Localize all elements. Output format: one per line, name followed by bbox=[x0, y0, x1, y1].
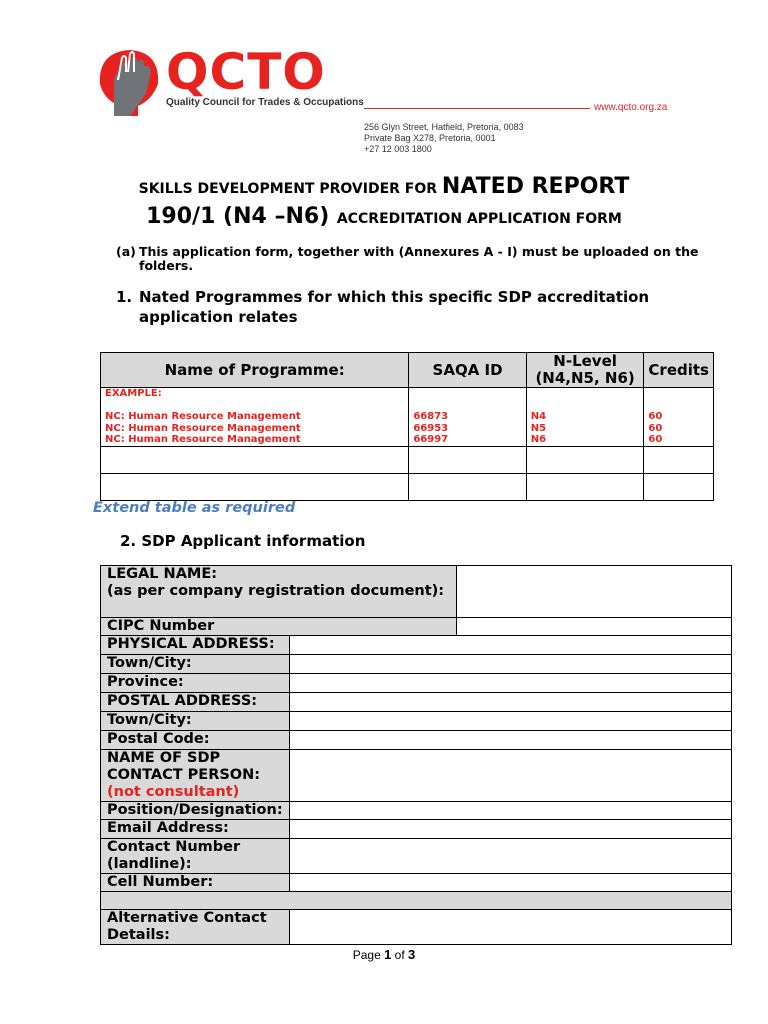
table-cell: 60 bbox=[648, 411, 663, 422]
section-2-heading: 2. SDP Applicant information bbox=[120, 532, 366, 550]
logo-subtitle: Quality Council for Trades & Occupations bbox=[166, 97, 364, 108]
address-line: 256 Glyn Street, Hatfield, Pretoria, 0083 bbox=[364, 122, 524, 132]
column-header: N-Level (N4,N5, N6) bbox=[526, 353, 644, 388]
table-cell: 66997 bbox=[413, 434, 449, 445]
website-link[interactable]: www.qcto.org.za bbox=[594, 102, 668, 113]
table-row bbox=[101, 636, 732, 655]
table-cell: N5 bbox=[530, 422, 547, 434]
postal-code-label: Postal Code: bbox=[101, 731, 290, 750]
alt-contact-field[interactable] bbox=[289, 910, 731, 945]
contact-person-label bbox=[101, 750, 290, 802]
saqa-input-cell[interactable] bbox=[409, 473, 526, 500]
table-row bbox=[101, 674, 732, 693]
example-credits-cell bbox=[644, 388, 714, 447]
column-header: Name of Programme: bbox=[101, 353, 409, 388]
programme-input-cell[interactable] bbox=[101, 473, 409, 500]
logo-text: QCTO bbox=[166, 43, 326, 101]
credits-input-cell[interactable] bbox=[644, 446, 714, 473]
label-text: (not consultant) bbox=[107, 784, 240, 800]
table-row bbox=[101, 446, 714, 473]
town-field[interactable] bbox=[289, 655, 731, 674]
postal-code-field[interactable] bbox=[289, 731, 731, 750]
table-cell: 60 bbox=[648, 434, 663, 445]
cipc-label: CIPC Number bbox=[101, 618, 457, 636]
table-row bbox=[101, 910, 732, 945]
table-row bbox=[101, 693, 732, 712]
table-row bbox=[101, 712, 732, 731]
town-field[interactable] bbox=[289, 712, 731, 731]
label-text: (as per company registration document): bbox=[107, 583, 445, 599]
physical-address-label bbox=[101, 636, 290, 655]
legal-name-field[interactable] bbox=[457, 566, 732, 618]
table-row bbox=[101, 820, 732, 839]
page-current: 1 bbox=[384, 947, 392, 962]
physical-address-field[interactable] bbox=[289, 636, 731, 655]
level-input-cell[interactable] bbox=[526, 446, 644, 473]
email-label: Email Address: bbox=[101, 820, 290, 839]
town-label: Town/City: bbox=[101, 712, 290, 731]
table-row bbox=[101, 731, 732, 750]
table-row bbox=[101, 618, 732, 636]
table-cell: N6 bbox=[530, 434, 547, 445]
section-text: Nated Programmes for which this specific SDP accreditation application relates bbox=[139, 288, 650, 326]
province-field[interactable] bbox=[289, 674, 731, 693]
level-input-cell[interactable] bbox=[526, 473, 644, 500]
address-line: Private Bag X278, Pretoria, 0001 bbox=[364, 133, 496, 143]
section-1-heading bbox=[116, 287, 706, 327]
page-total: 3 bbox=[408, 947, 416, 962]
label-text: LEGAL NAME: bbox=[107, 566, 218, 582]
form-title-line-2 bbox=[0, 204, 768, 229]
example-programme-cell bbox=[101, 388, 409, 447]
postal-address-label bbox=[101, 693, 290, 712]
page-number bbox=[0, 947, 768, 962]
label-text: POSTAL ADDRESS: bbox=[107, 693, 258, 709]
title-big: 190/1 (N4 –N6) bbox=[146, 204, 337, 229]
saqa-input-cell[interactable] bbox=[409, 446, 526, 473]
title-small: SKILLS DEVELOPMENT PROVIDER FOR bbox=[138, 181, 442, 197]
town-label: Town/City: bbox=[101, 655, 290, 674]
credits-input-cell[interactable] bbox=[644, 473, 714, 500]
column-header: Credits bbox=[644, 353, 714, 388]
note-label: (a) bbox=[116, 244, 136, 259]
table-cell: 66873 bbox=[413, 411, 449, 422]
example-level-cell bbox=[526, 388, 644, 447]
table-cell: 60 bbox=[648, 422, 663, 434]
section-number: 1. bbox=[116, 288, 133, 306]
of-word: of bbox=[391, 948, 409, 962]
title-small: ACCREDITATION APPLICATION FORM bbox=[336, 211, 622, 227]
page-word: Page bbox=[352, 948, 385, 962]
province-label: Province: bbox=[101, 674, 290, 693]
position-label bbox=[101, 802, 290, 820]
header-divider bbox=[364, 108, 590, 109]
example-row bbox=[101, 388, 714, 447]
cell-number-field[interactable] bbox=[289, 874, 731, 892]
table-cell: 66953 bbox=[413, 422, 449, 434]
table-row bbox=[101, 566, 732, 618]
note-text: This application form, together with (Annexures A - I) must be uploaded on the folders. bbox=[139, 244, 699, 273]
label-text: PHYSICAL ADDRESS: bbox=[107, 636, 275, 652]
programme-table bbox=[100, 352, 714, 501]
postal-address-field[interactable] bbox=[289, 693, 731, 712]
table-row bbox=[101, 750, 732, 802]
form-title-line-1 bbox=[0, 174, 768, 199]
table-cell: NC: Human Resource Management bbox=[105, 411, 301, 422]
programme-input-cell[interactable] bbox=[101, 446, 409, 473]
spacer-row bbox=[101, 892, 732, 910]
position-field[interactable] bbox=[289, 802, 731, 820]
contact-person-field[interactable] bbox=[289, 750, 731, 802]
column-header: SAQA ID bbox=[409, 353, 526, 388]
email-field[interactable] bbox=[289, 820, 731, 839]
table-row bbox=[101, 655, 732, 674]
table-row bbox=[101, 473, 714, 500]
address-line: +27 12 003 1800 bbox=[364, 144, 432, 154]
title-big: NATED REPORT bbox=[441, 174, 630, 199]
table-row bbox=[101, 839, 732, 874]
cell-number-label: Cell Number: bbox=[101, 874, 290, 892]
applicant-table bbox=[100, 565, 732, 945]
table-cell: NC: Human Resource Management bbox=[105, 422, 301, 434]
contact-number-label: Contact Number (landline): bbox=[101, 839, 290, 874]
table-cell: N4 bbox=[530, 411, 547, 422]
extend-table-note: Extend table as required bbox=[93, 500, 296, 516]
label-text: Position/Designation: bbox=[107, 802, 283, 818]
label-text: NAME OF SDP CONTACT PERSON: bbox=[107, 750, 261, 783]
example-saqa-cell bbox=[409, 388, 526, 447]
table-row bbox=[101, 892, 732, 910]
alt-contact-label: Alternative Contact Details: bbox=[101, 910, 290, 945]
address-block bbox=[364, 122, 524, 155]
upload-note bbox=[116, 245, 706, 273]
legal-name-label bbox=[101, 566, 457, 618]
contact-number-field[interactable] bbox=[289, 839, 731, 874]
example-label: EXAMPLE: bbox=[105, 388, 162, 399]
cipc-field[interactable] bbox=[457, 618, 732, 636]
table-row bbox=[101, 802, 732, 820]
table-cell: NC: Human Resource Management bbox=[105, 434, 301, 445]
table-row bbox=[101, 874, 732, 892]
